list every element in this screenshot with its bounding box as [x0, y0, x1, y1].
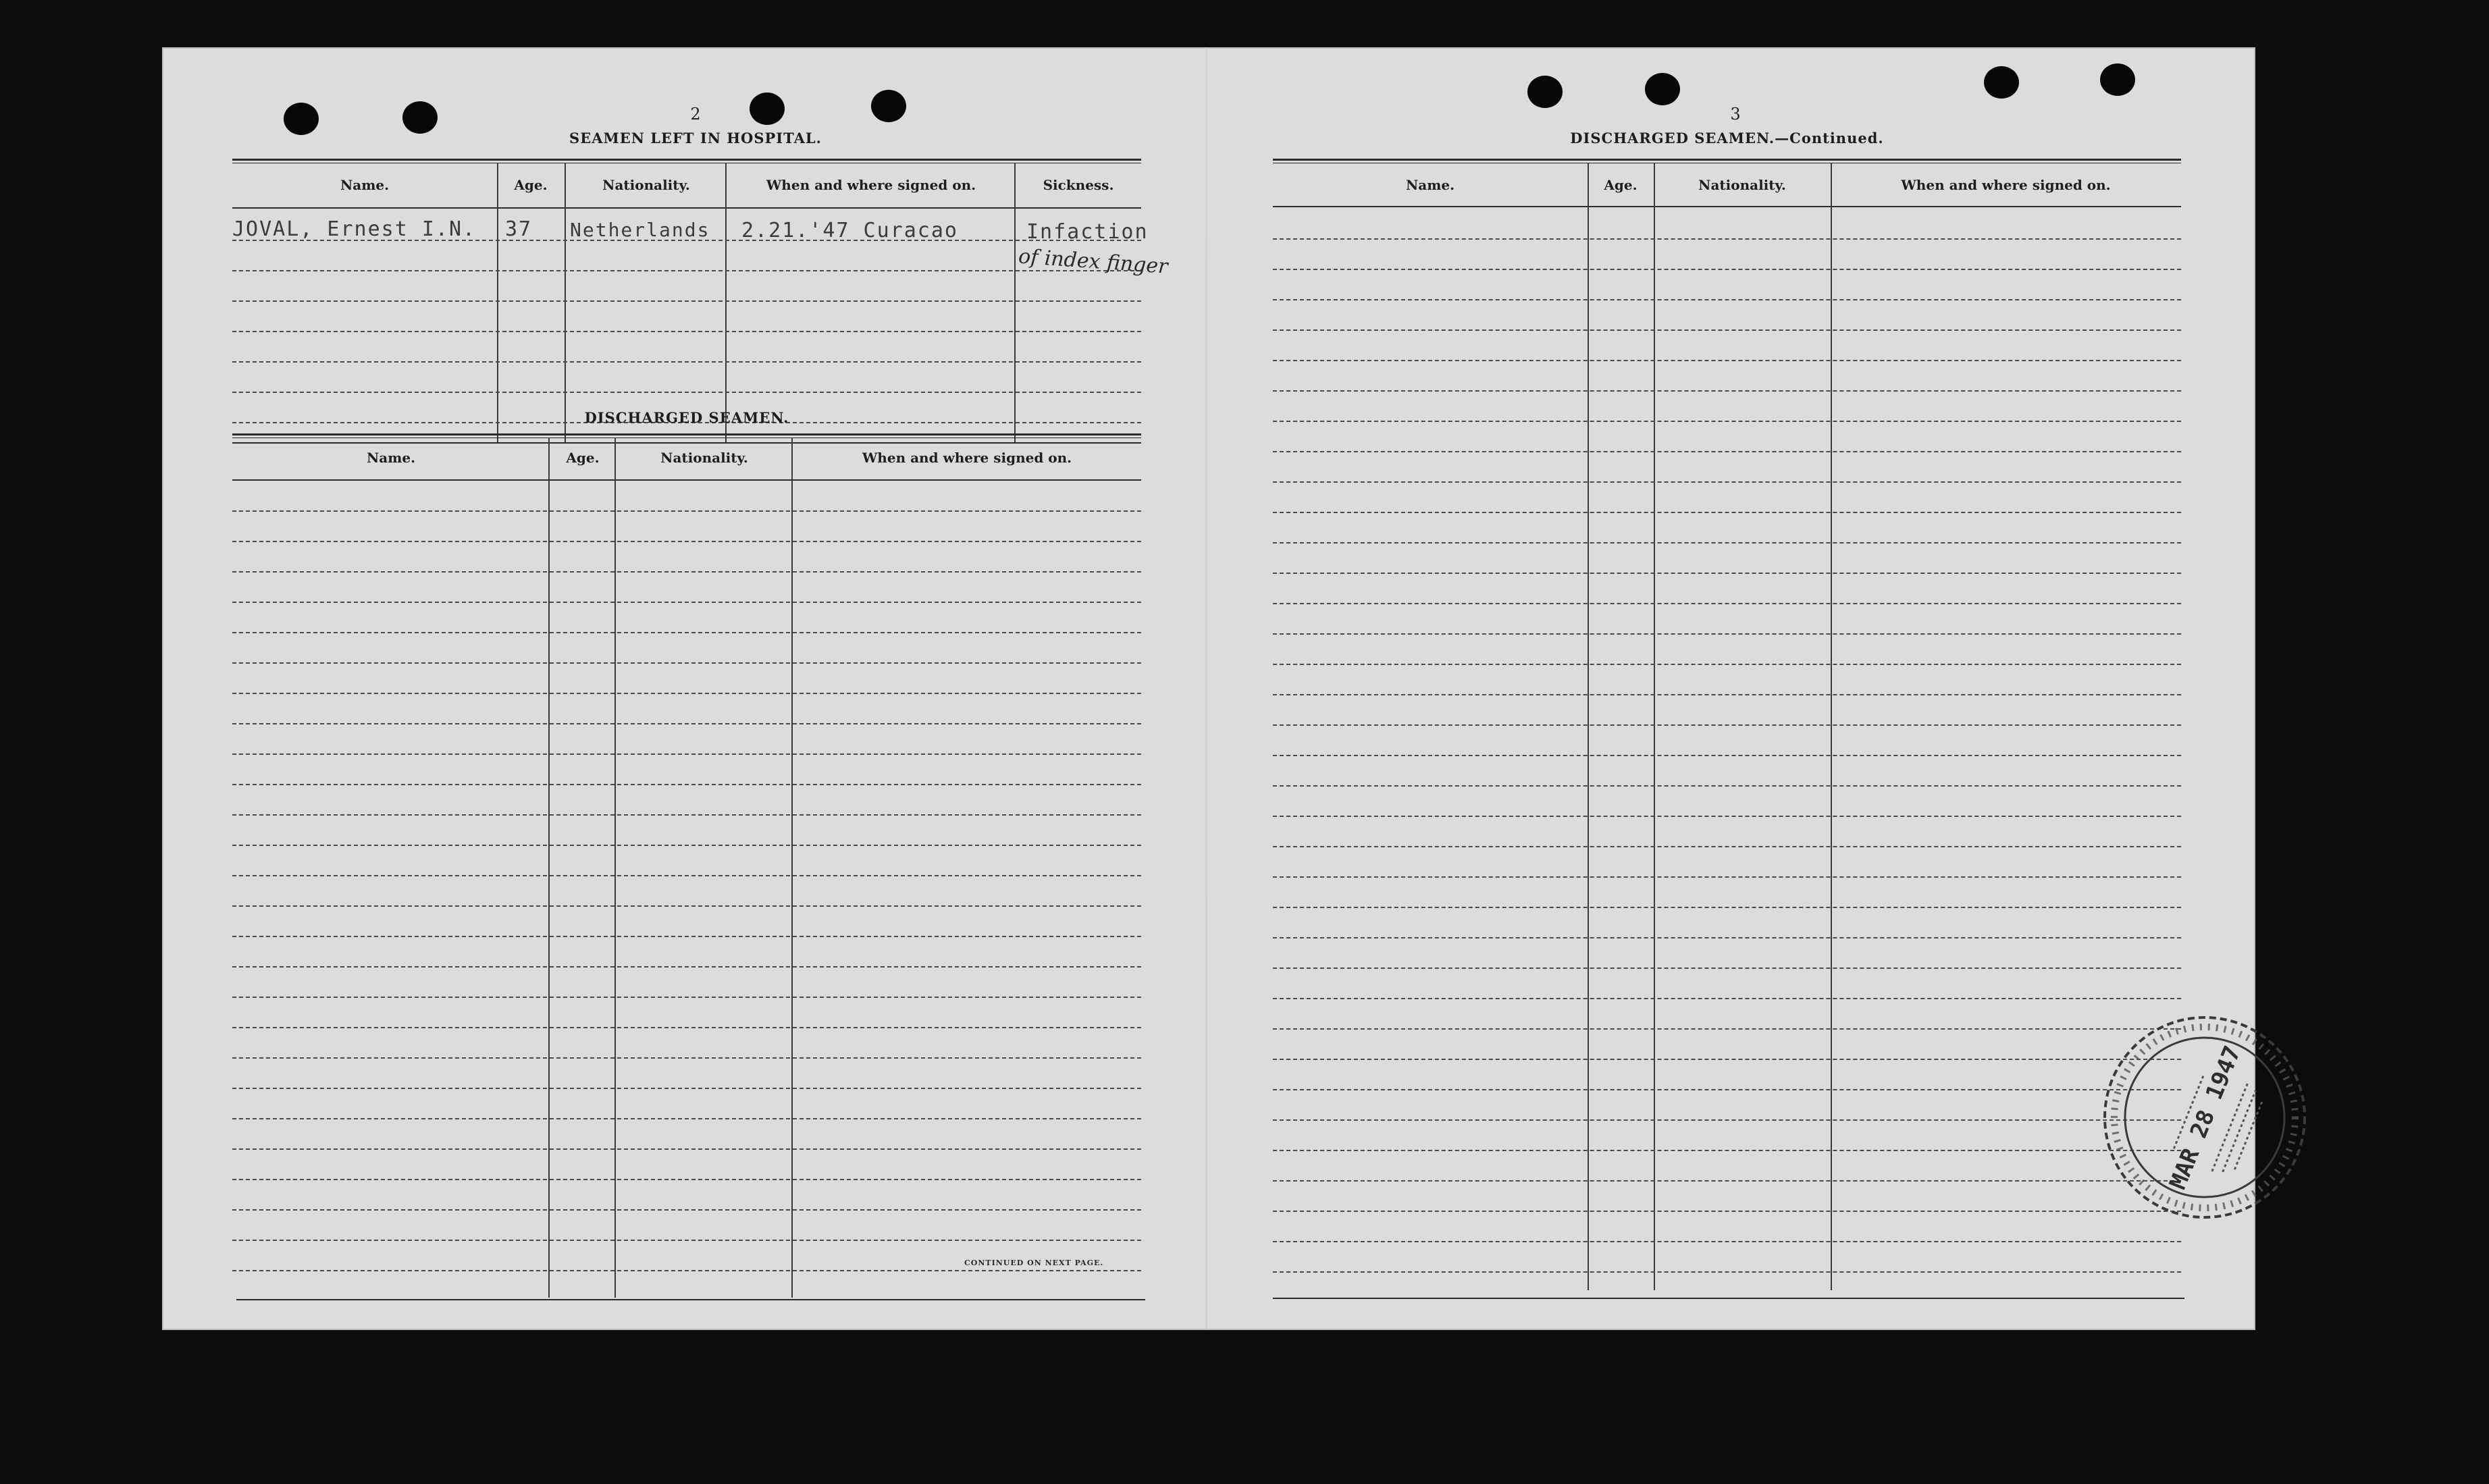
- right-col-age: Age.: [1604, 177, 1638, 193]
- ruling-line: [232, 784, 1141, 785]
- ruling-line: [1273, 785, 2181, 787]
- page-fold: [1205, 47, 1207, 1330]
- ruling-line: [1273, 481, 2181, 483]
- page-number-left: 2: [690, 105, 701, 124]
- right-col-signed-on: When and where signed on.: [1901, 177, 2111, 193]
- ruling-line: [1273, 1211, 2181, 1212]
- ruling-line: [1273, 1150, 2181, 1151]
- punch-hole: [1645, 73, 1680, 105]
- ruling-line: [1273, 968, 2181, 969]
- ruling-line: [1273, 1241, 2181, 1242]
- ruling-line: [232, 662, 1141, 664]
- received-stamp: [2097, 1009, 2313, 1225]
- ruling-line: [232, 1209, 1141, 1211]
- ruling-line: [1273, 451, 2181, 452]
- ruling-line: [232, 723, 1141, 724]
- punch-hole: [2100, 63, 2135, 96]
- ruling-line: [232, 1057, 1141, 1059]
- hospital-top-rule: [232, 159, 1141, 161]
- ruling-line: [232, 997, 1141, 998]
- ruling-line: [1273, 1119, 2181, 1121]
- ruling-line: [1273, 238, 2181, 240]
- ruling-line: [1273, 299, 2181, 300]
- hospital-entry-age: 37: [505, 217, 533, 241]
- punch-hole: [750, 92, 785, 125]
- ruling-line: [1273, 876, 2181, 878]
- discharged-col-age: Age.: [566, 450, 600, 466]
- ruling-line: [232, 1179, 1141, 1180]
- ruling-line: [1273, 390, 2181, 392]
- ruling-line: [232, 693, 1141, 694]
- ruling-line: [232, 1240, 1141, 1241]
- discharged-col-nationality: Nationality.: [660, 450, 748, 466]
- hospital-section-title: SEAMEN LEFT IN HOSPITAL.: [569, 130, 822, 147]
- ruling-line: [1273, 512, 2181, 513]
- ruling-line: [232, 1118, 1141, 1119]
- discharged-col-signed-on: When and where signed on.: [862, 450, 1072, 466]
- ruling-line: [232, 1148, 1141, 1150]
- ruling-line: [1273, 1180, 2181, 1182]
- punch-hole: [871, 90, 906, 122]
- ruling-line: [232, 753, 1141, 755]
- ruling-line: [232, 1088, 1141, 1089]
- hospital-col-signed-on: When and where signed on.: [766, 177, 976, 193]
- right-col-name: Name.: [1405, 177, 1455, 193]
- discharged-section-title: DISCHARGED SEAMEN.: [584, 409, 789, 426]
- hospital-col-nationality: Nationality.: [602, 177, 690, 193]
- punch-hole: [1984, 66, 2019, 99]
- ruling-line: [1273, 329, 2181, 331]
- hospital-col-sickness: Sickness.: [1043, 177, 1114, 193]
- ruling-line: [232, 814, 1141, 816]
- ruling-line: [232, 510, 1141, 512]
- ruling-line: [1273, 633, 2181, 635]
- ruling-line: [1273, 755, 2181, 756]
- ruling-line: [232, 1027, 1141, 1028]
- ruling-line: [1273, 421, 2181, 422]
- hospital-entry-name: JOVAL, Ernest I.N.: [232, 217, 477, 241]
- hospital-col-age: Age.: [514, 177, 548, 193]
- document-sheet: [162, 47, 2255, 1330]
- ruling-line: [1273, 1059, 2181, 1060]
- ruling-line: [1273, 542, 2181, 544]
- ruling-line: [232, 571, 1141, 573]
- ruling-line: [1273, 998, 2181, 999]
- ruling-line: [232, 905, 1141, 907]
- ruling-line: [1273, 937, 2181, 938]
- ruling-line: [232, 1270, 1141, 1271]
- ruling-line: [1273, 724, 2181, 726]
- discharged-col-name: Name.: [366, 450, 416, 466]
- stamp-date: MAR 28 1947: [2164, 1042, 2247, 1194]
- ruling-line: [232, 602, 1141, 603]
- hospital-col-name: Name.: [340, 177, 390, 193]
- punch-hole: [402, 101, 438, 134]
- ruling-line: [1273, 573, 2181, 574]
- hospital-entry-sickness: Infaction: [1026, 220, 1149, 244]
- hospital-entry-sickness-handwritten: of index finger: [1018, 244, 1169, 279]
- ruling-line: [232, 875, 1141, 876]
- right-col-nationality: Nationality.: [1698, 177, 1786, 193]
- hospital-entry-nationality: Netherlands: [570, 219, 710, 241]
- page-number-right: 3: [1730, 105, 1741, 124]
- ruling-line: [232, 845, 1141, 846]
- ruling-line: [1273, 694, 2181, 695]
- ruling-line: [232, 936, 1141, 937]
- hospital-entry-signed-on: 2.21.'47 Curacao: [741, 219, 958, 242]
- ruling-line: [1273, 1089, 2181, 1090]
- ruling-line: [1273, 816, 2181, 817]
- ruling-line: [232, 966, 1141, 968]
- ruling-line: [1273, 846, 2181, 847]
- right-section-title: DISCHARGED SEAMEN.—Continued.: [1570, 130, 1884, 147]
- ruling-line: [1273, 269, 2181, 270]
- ruling-line: [232, 632, 1141, 633]
- punch-hole: [1527, 76, 1563, 108]
- ruling-line: [1273, 664, 2181, 665]
- ruling-line: [1273, 907, 2181, 908]
- continued-note: CONTINUED ON NEXT PAGE.: [964, 1258, 1104, 1267]
- ruling-line: [1273, 1271, 2181, 1273]
- ruling-line: [1273, 1028, 2181, 1030]
- ruling-line: [232, 541, 1141, 542]
- ruling-line: [1273, 360, 2181, 361]
- ruling-line: [1273, 603, 2181, 604]
